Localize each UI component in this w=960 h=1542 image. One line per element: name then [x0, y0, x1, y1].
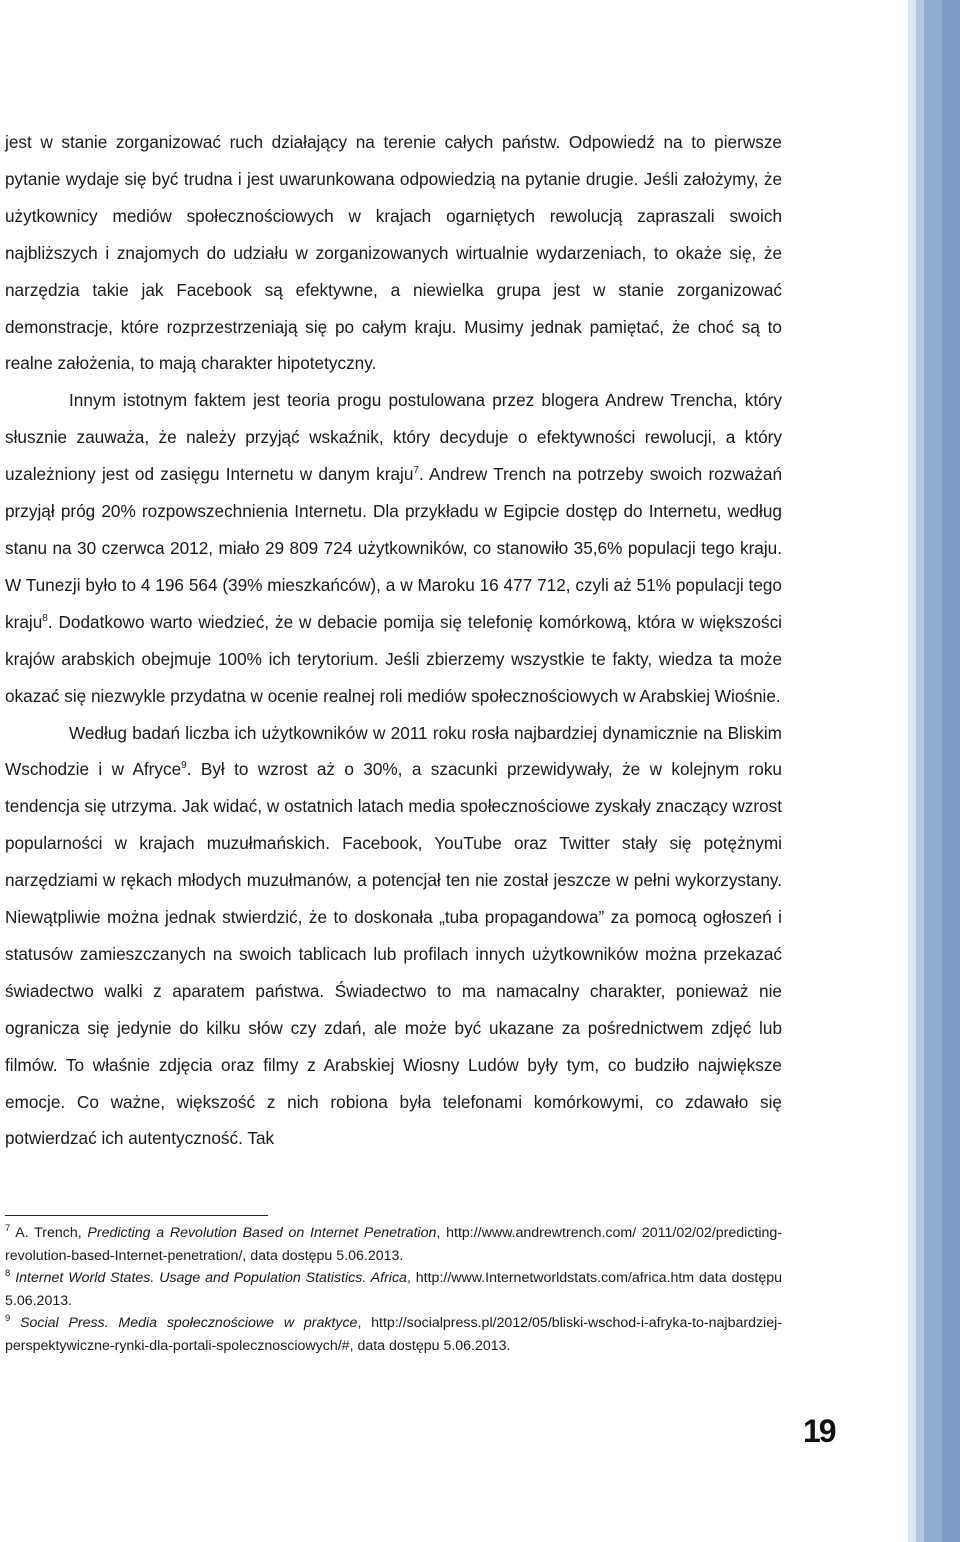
footnote-ref-9[interactable]: 9 [181, 760, 187, 772]
paragraph-2-part-c: . Dodatkowo warto wiedzieć, że w debacie pomija się telefonię komórkową, która w większości krajów arabskich obejmuje 100% ich terytorium. Jeśli zbierzemy wszystkie te fakty, wiedza ta może okazać się niezwykle przydatna w ocenie realnej roli mediów społecznościowych w Arabskiej Wiośnie. [5, 611, 782, 706]
footnote-source[interactable]: , http://socialpress.pl/2012/05/bliski-wschod-i-afryka-to-najbardziej-perspektywiczne-rynki-dla-portali-spolecznosciowych/#, data dostępu 5.06.2013. [5, 1315, 782, 1354]
footnote-number: 7 [5, 1223, 11, 1234]
footnote-8 [5, 1267, 782, 1312]
footnote-source[interactable]: , http://www.Internetworldstats.com/africa.htm data dostępu 5.06.2013. [5, 1270, 783, 1309]
footnote-title: Internet World States. Usage and Population Statistics. Africa [15, 1270, 407, 1286]
footnote-title: Predicting a Revolution Based on Internet Penetration [87, 1225, 437, 1241]
footnote-9 [5, 1312, 782, 1357]
footnote-number: 8 [5, 1268, 11, 1279]
paragraph-3 [5, 715, 782, 1158]
footnote-author: A. Trench, [10, 1225, 88, 1241]
main-text [5, 124, 782, 1157]
footnote-separator [5, 1215, 268, 1216]
footnote-ref-8[interactable]: 8 [42, 612, 48, 624]
paragraph-2-part-a: Innym istotnym faktem jest teoria progu postulowana przez blogera Andrew Trencha, który słusznie zauważa, że należy przyjąć wskaźnik, który decyduje o efektywności rewolucji, a który uzależniony jest od zasięgu Internetu w danym kraju [5, 390, 782, 485]
paragraph-2 [5, 382, 782, 714]
footnote-source[interactable]: , http://www.andrewtrench.com/ 2011/02/02/predicting-revolution-based-Internet-penetration/, data dostępu 5.06.2013. [5, 1225, 783, 1264]
paragraph-1: jest w stanie zorganizować ruch działający na terenie całych państw. Odpowiedź na to pierwsze pytanie wydaje się być trudna i jest uwarunkowana odpowiedzią na pytanie drugie. Jeśli założymy, że użytkownicy mediów społecznościowych w krajach ogarniętych rewolucją zapraszali swoich najbliższych i znajomych do udziału w zorganizowanych wirtualnie wydarzeniach, to okaże się, że narzędzia takie jak Facebook są efektywne, a niewielka grupa jest w stanie zorganizować demonstracje, które rozprzestrzeniają się po całym kraju. Musimy jednak pamiętać, że choć są to realne założenia, to mają charakter hipotetyczny. [5, 132, 782, 374]
footnote-ref-7[interactable]: 7 [413, 465, 419, 477]
paragraph-2-part-b: . Andrew Trench na potrzeby swoich rozważań przyjął próg 20% rozpowszechnienia Internetu. Dla przykładu w Egipcie dostęp do Internetu, według stanu na 30 czerwca 2012, miało 29 809 724 użytkowników, co stanowiło 35,6% populacji tego kraju. W Tunezji było to 4 196 564 (39% mieszkańców), a w Maroku 16 477 712, czyli aż 51% populacji tego kraju [5, 464, 782, 632]
page-number: 19 [803, 1413, 835, 1449]
footnote-author [10, 1315, 20, 1331]
margin-stripe-edge [942, 0, 960, 1542]
footnote-number: 9 [5, 1313, 11, 1324]
paragraph-3-part-b: . Był to wzrost aż o 30%, a szacunki przewidywały, że w kolejnym roku tendencja się utrzyma. Jak widać, w ostatnich latach media społecznościowe zyskały znaczący wzrost popularności w krajach muzułmańskich. Facebook, YouTube oraz Twitter stały się potężnymi narzędziami w rękach młodych muzułmanów, a potencjał ten nie został jeszcze w pełni wykorzystany. Niewątpliwie można jednak stwierdzić, że to doskonała „tuba propagandowa” za pomocą ogłoszeń i statusów zamieszczanych na swoich tablicach lub profilach innych użytkowników można przekazać świadectwo walki z aparatem państwa. Świadectwo to ma namacalny charakter, ponieważ nie ogranicza się jedynie do kilku słów czy zdań, ale może być ukazane za pośrednictwem zdjęć lub filmów. To właśnie zdjęcia oraz filmy z Arabskiej Wiosny Ludów były tym, co budziło największe emocje. Co ważne, większość z nich robiona była telefonami komórkowymi, co zdawało się potwierdzać ich autentyczność. Tak [5, 759, 782, 1149]
footnote-title: Social Press. Media społecznościowe w praktyce [20, 1315, 358, 1331]
footnote-7 [5, 1222, 782, 1267]
paragraph-3-part-a: Według badań liczba ich użytkowników w 2011 roku rosła najbardziej dynamicznie na Bliskim Wschodzie i w Afryce [5, 722, 782, 780]
footnotes [5, 1222, 782, 1357]
